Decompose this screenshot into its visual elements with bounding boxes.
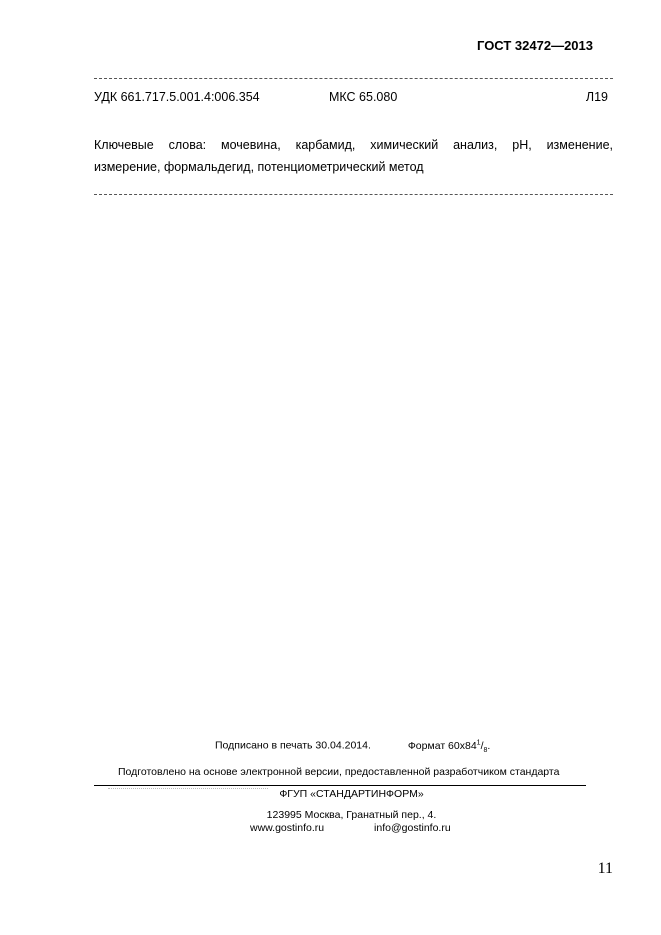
format-numerator: 1 xyxy=(476,739,481,746)
prepared-note: Подготовлено на основе электронной версии, предоставленной разработчиком стандарта xyxy=(118,766,560,778)
paper-format: Формат $60х84^1/_8$. xyxy=(407,739,491,754)
website-link[interactable]: www.gostinfo.ru xyxy=(250,822,325,834)
keywords-line-2: измерение, формальдегид, потенциометрический метод xyxy=(94,160,424,174)
imprint-divider xyxy=(94,785,586,786)
email-link[interactable]: info@gostinfo.ru xyxy=(374,822,451,834)
mks-code: МКС 65.080 xyxy=(329,90,398,104)
keywords-divider xyxy=(94,194,613,195)
imprint-line xyxy=(215,739,490,754)
publisher-contacts xyxy=(250,822,451,834)
format-end: . xyxy=(487,739,491,752)
signed-date: Подписано в печать 30.04.2014. xyxy=(215,739,371,752)
okstu-code: Л19 xyxy=(585,90,608,104)
keywords-block xyxy=(94,134,613,178)
keywords-line-1: Ключевые слова: мочевина, карбамид, химический анализ, рН, изменение, xyxy=(94,138,613,152)
top-divider xyxy=(94,78,613,79)
classification-row xyxy=(94,90,613,108)
page-number: 11 xyxy=(597,860,613,877)
publisher-address: 123995 Москва, Гранатный пер., 4. xyxy=(266,809,437,821)
standard-number: ГОСТ 32472—2013 xyxy=(477,38,593,53)
udk-code: УДК 661.717.5.001.4:006.354 xyxy=(94,90,260,104)
publisher-name: ФГУП «СТАНДАРТИНФОРМ» xyxy=(279,788,424,800)
format-denominator: 8 xyxy=(483,746,488,754)
format-label: Формат 60х84 xyxy=(407,739,477,752)
